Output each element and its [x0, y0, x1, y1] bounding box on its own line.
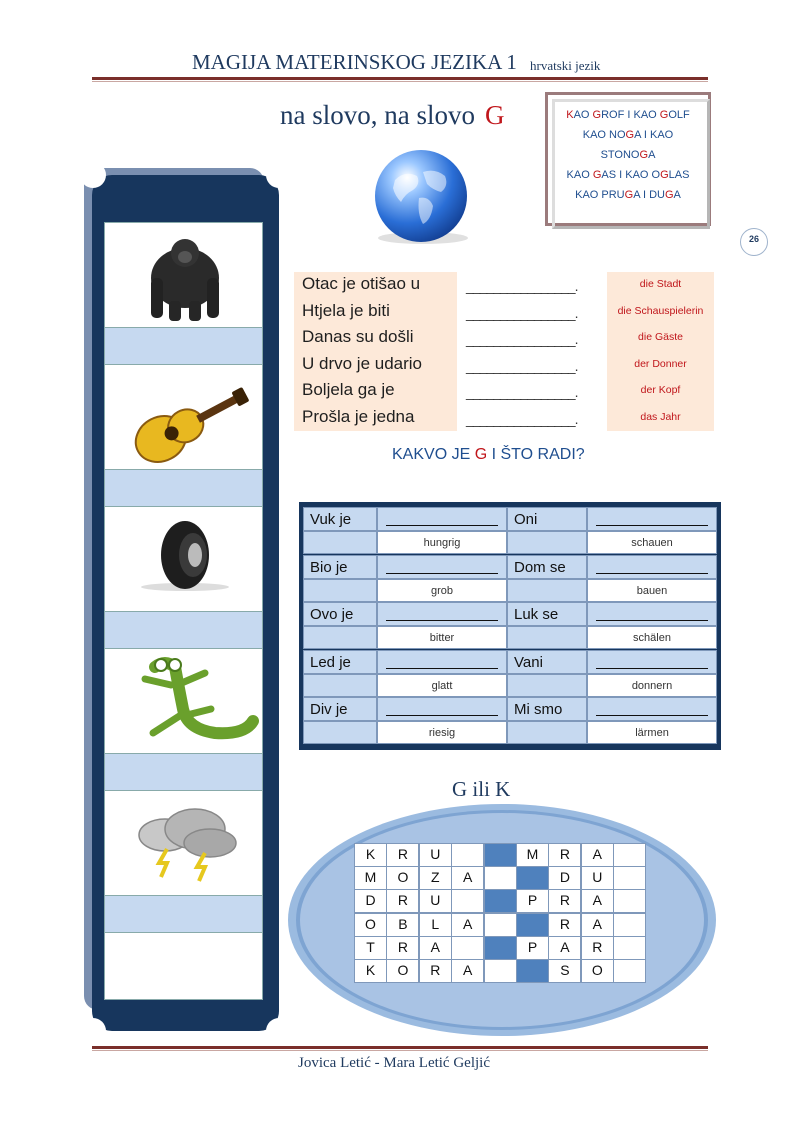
gk-letter-cell[interactable]	[484, 959, 517, 983]
gk-blue-cell	[484, 936, 517, 960]
gk-letter-cell: U	[581, 866, 614, 890]
gk-letter-cell: P	[516, 936, 549, 960]
gk-letter-cell: R	[548, 913, 581, 937]
hint-right: bauen	[587, 579, 717, 602]
gk-letter-cell: D	[548, 866, 581, 890]
gk-letter-cell: B	[386, 913, 419, 937]
answer-underline	[596, 525, 708, 526]
tire-icon	[105, 507, 262, 611]
row-spacer	[507, 531, 587, 554]
answer-line-left[interactable]	[377, 555, 507, 579]
answer-underline	[386, 620, 498, 621]
row-spacer	[303, 674, 377, 697]
row-spacer	[507, 674, 587, 697]
hint-left: hungrig	[377, 531, 507, 554]
answer-cell[interactable]	[105, 328, 262, 365]
gk-letter-cell: O	[386, 866, 419, 890]
footer-rule	[92, 1046, 708, 1049]
sentence-text: Prošla je jedna	[302, 406, 415, 426]
gk-letter-cell: S	[548, 959, 581, 983]
gecko-picture	[105, 649, 262, 754]
answer-line-left[interactable]	[377, 697, 507, 721]
answer-underline	[386, 668, 498, 669]
poem-text: A I KAO	[634, 129, 674, 141]
gk-blue-cell	[484, 889, 517, 913]
gk-letter-cell: A	[548, 936, 581, 960]
sentence-text: Boljela ga je	[302, 380, 395, 399]
gk-letter-cell[interactable]	[613, 936, 646, 960]
gk-letter-cell: R	[581, 936, 614, 960]
globe-continents	[375, 150, 467, 242]
gk-letter-cell: R	[386, 936, 419, 960]
answer-underline	[596, 668, 708, 669]
header-rule	[92, 77, 708, 80]
answer-underline	[386, 715, 498, 716]
adjective-table	[299, 502, 721, 750]
answer-line-right[interactable]	[587, 650, 717, 674]
gk-letter-cell: L	[419, 913, 452, 937]
poem-text: KAO PRU	[575, 189, 625, 201]
gk-letter-cell: A	[451, 913, 484, 937]
frame-corner	[80, 1018, 106, 1044]
answer-line-left[interactable]	[377, 602, 507, 626]
poem-text: AO	[573, 109, 593, 121]
gk-blue-cell	[516, 959, 549, 983]
hint-left: glatt	[377, 674, 507, 697]
german-hint: die Gäste	[638, 331, 683, 343]
gk-letter-cell[interactable]	[451, 889, 484, 913]
answer-underline	[596, 620, 708, 621]
row-spacer	[303, 721, 377, 744]
storm-picture	[105, 791, 262, 896]
row-spacer	[303, 579, 377, 602]
poem-letter-g: G	[639, 149, 649, 161]
gk-letter-cell: K	[354, 843, 387, 867]
poem-line	[553, 125, 703, 145]
frame-corner	[266, 162, 292, 188]
poem-letter-g: G	[664, 189, 674, 201]
poem-text: A	[673, 189, 681, 201]
gk-letter-cell: A	[419, 936, 452, 960]
row-label-left: Vuk je	[303, 507, 377, 531]
header-title: MAGIJA MATERINSKOG JEZIKA 1	[192, 50, 517, 74]
row-label-right: Oni	[507, 507, 587, 531]
gk-letter-cell: A	[581, 889, 614, 913]
poem-text: AS I KAO O	[601, 169, 661, 181]
sentence-blank[interactable]: ________________.	[466, 278, 578, 294]
poem-line	[553, 185, 703, 205]
hint-right: donnern	[587, 674, 717, 697]
sentence-text: U drvo je udario	[302, 353, 423, 373]
row-spacer	[507, 721, 587, 744]
header-rule-thin	[92, 81, 708, 82]
row-label-right: Luk se	[507, 602, 587, 626]
gk-blue-cell	[516, 913, 549, 937]
hint-right: schauen	[587, 531, 717, 554]
page-title-text: na slovo, na slovo	[280, 100, 475, 130]
gk-letter-cell: O	[581, 959, 614, 983]
answer-line-left[interactable]	[377, 650, 507, 674]
row-spacer	[507, 579, 587, 602]
gk-letter-cell: M	[516, 843, 549, 867]
german-hint: die Schauspielerin	[617, 304, 704, 317]
poem-letter-g: G	[592, 169, 602, 181]
gk-letter-cell: U	[419, 889, 452, 913]
row-label-left: Led je	[303, 650, 377, 674]
row-spacer	[303, 531, 377, 554]
sentence-text: Danas su došli	[302, 327, 414, 346]
answer-underline	[596, 573, 708, 574]
answer-line-right[interactable]	[587, 507, 717, 531]
gk-letter-cell[interactable]	[613, 959, 646, 983]
gk-letter-cell: R	[386, 889, 419, 913]
poem-box	[553, 105, 703, 205]
sentence-blank[interactable]: ________________.	[466, 384, 578, 400]
poem-letter-g: G	[660, 169, 669, 181]
gk-blue-cell	[516, 866, 549, 890]
poem-text: ROF I KAO	[601, 109, 660, 121]
answer-line-left[interactable]	[377, 507, 507, 531]
gk-letter-cell: R	[548, 889, 581, 913]
frame-corner	[80, 162, 106, 188]
german-hint: der Kopf	[640, 384, 681, 396]
gk-title: G ili K	[452, 777, 511, 801]
row-spacer	[507, 626, 587, 649]
poem-line	[553, 165, 703, 185]
section-title-post: I ŠTO RADI?	[487, 446, 585, 463]
gk-letter-cell[interactable]	[484, 866, 517, 890]
sentence-blank[interactable]: ________________.	[466, 331, 578, 347]
german-hint: der Donner	[634, 357, 687, 370]
page-title-letter: G	[485, 100, 505, 130]
hint-right: lärmen	[587, 721, 717, 744]
poem-text: STONO	[600, 149, 640, 161]
answer-line-right[interactable]	[587, 602, 717, 626]
gk-letter-cell: A	[581, 843, 614, 867]
globe-icon	[375, 150, 467, 242]
gk-letter-cell[interactable]	[613, 889, 646, 913]
german-hint: die Stadt	[639, 278, 682, 290]
poem-letter-g: K	[566, 109, 574, 121]
poem-text: A I DU	[633, 189, 665, 201]
gk-letter-cell: Z	[419, 866, 452, 890]
frame-corner	[266, 1018, 292, 1044]
sentence-text: Otac je otišao u	[302, 274, 421, 293]
answer-line-right[interactable]	[587, 697, 717, 721]
row-spacer	[303, 626, 377, 649]
hint-right: schälen	[587, 626, 717, 649]
poem-text: KAO NO	[582, 129, 626, 141]
hint-left: bitter	[377, 626, 507, 649]
row-label-right: Dom se	[507, 555, 587, 579]
gk-letter-cell: A	[581, 913, 614, 937]
answer-cell[interactable]	[105, 612, 262, 649]
answer-cell[interactable]	[105, 754, 262, 791]
header-subtitle: hrvatski jezik	[530, 58, 601, 73]
gk-letter-cell: R	[419, 959, 452, 983]
answer-cell[interactable]	[105, 470, 262, 507]
poem-text: LAS	[668, 169, 690, 181]
gorilla-picture	[105, 223, 262, 328]
section-title-letter: G	[474, 446, 488, 463]
footer-authors: Jovica Letić - Mara Letić Geljić	[298, 1055, 490, 1071]
gk-letter-cell[interactable]	[451, 843, 484, 867]
gk-blue-cell	[484, 843, 517, 867]
gk-letter-cell: U	[419, 843, 452, 867]
answer-underline	[386, 573, 498, 574]
hint-left: riesig	[377, 721, 507, 744]
gk-letter-cell: O	[386, 959, 419, 983]
page-title	[280, 100, 505, 131]
gk-letter-cell[interactable]	[451, 936, 484, 960]
gk-letter-cell: T	[354, 936, 387, 960]
section-title	[392, 446, 585, 464]
answer-underline	[386, 525, 498, 526]
german-hints-box	[607, 272, 714, 431]
gk-letter-cell: O	[354, 913, 387, 937]
guitar-picture	[105, 365, 262, 470]
sentence-text: Htjela je biti	[302, 300, 390, 320]
row-label-left: Bio je	[303, 555, 377, 579]
picture-strip	[104, 222, 263, 1000]
gk-letter-cell: M	[354, 866, 387, 890]
gk-letter-cell[interactable]	[613, 913, 646, 937]
tire-picture	[105, 507, 262, 612]
storm-cloud-icon	[105, 791, 262, 895]
hint-left: grob	[377, 579, 507, 602]
gk-letter-cell: R	[548, 843, 581, 867]
row-label-left: Div je	[303, 697, 377, 721]
answer-cell[interactable]	[105, 896, 262, 933]
footer-rule-thin	[92, 1050, 708, 1051]
poem-text: A	[648, 149, 656, 161]
sentence-blank[interactable]: ________________.	[466, 304, 578, 321]
page-number-badge: 26	[740, 228, 768, 256]
poem-line	[553, 105, 703, 125]
poem-letter-g: G	[624, 189, 634, 201]
poem-letter-g: G	[659, 109, 669, 121]
answer-line-right[interactable]	[587, 555, 717, 579]
poem-text: OLF	[668, 109, 690, 121]
poem-line	[553, 145, 703, 165]
row-label-left: Ovo je	[303, 602, 377, 626]
gk-letter-cell[interactable]	[484, 913, 517, 937]
gk-letter-cell: R	[386, 843, 419, 867]
gk-letter-cell: P	[516, 889, 549, 913]
sentence-blank[interactable]: ________________.	[466, 357, 578, 374]
gk-letter-cell: A	[451, 959, 484, 983]
section-title-pre: KAKVO JE	[392, 446, 475, 463]
gk-letter-cell[interactable]	[613, 843, 646, 867]
row-label-right: Mi smo	[507, 697, 587, 721]
poem-letter-g: G	[592, 109, 602, 121]
gk-letter-cell[interactable]	[613, 866, 646, 890]
poem-letter-g: G	[625, 129, 635, 141]
sentence-box	[294, 272, 457, 431]
gk-letter-cell: K	[354, 959, 387, 983]
gk-letter-cell: D	[354, 889, 387, 913]
guitar-icon	[105, 365, 262, 469]
gorilla-icon	[105, 223, 262, 327]
sentence-blank[interactable]: ________________.	[466, 410, 578, 427]
german-hint: das Jahr	[640, 410, 681, 423]
gecko-icon	[105, 649, 262, 753]
row-label-right: Vani	[507, 650, 587, 674]
answer-underline	[596, 715, 708, 716]
gk-letter-cell: A	[451, 866, 484, 890]
poem-text: KAO	[566, 169, 593, 181]
